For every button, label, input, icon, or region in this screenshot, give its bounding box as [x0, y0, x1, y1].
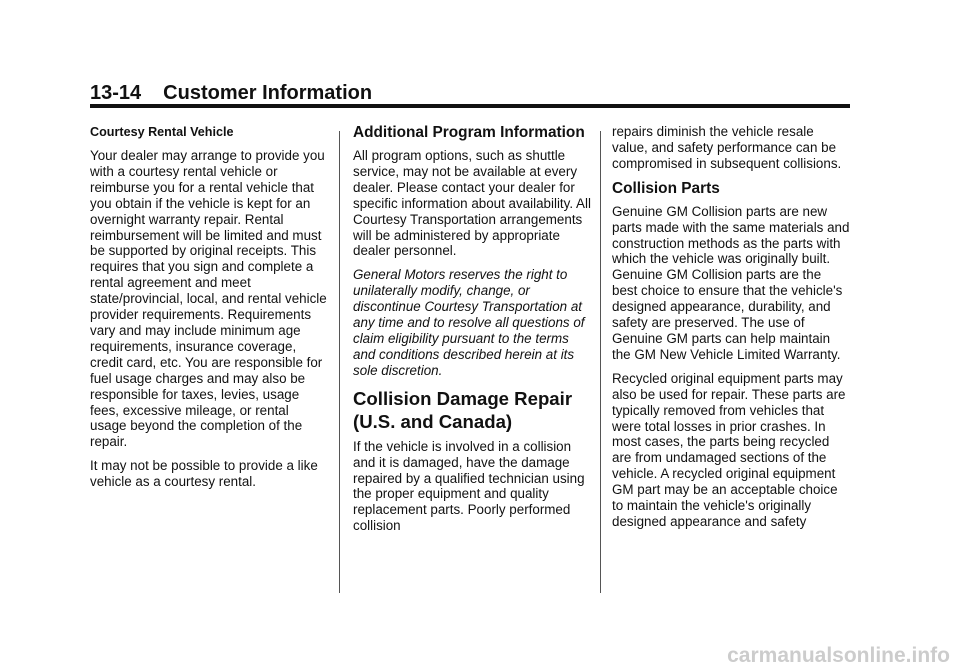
collision-involved-paragraph: If the vehicle is involved in a collision and it is damaged, have the damage repaired by a qualified technician using the proper equipment and quality replacement parts. Poorly performed collision	[353, 438, 585, 534]
genuine-parts-paragraph: Genuine GM Collision parts are new parts made with the same materials and construction methods as the parts with which the vehicle was originally built. Genuine GM Collision parts are the best choice to ensure that the vehicle's designed appearance, durability, and safety are preserved. The use of Genuine GM parts can help maintain the GM New Vehicle Limited Warranty.	[612, 203, 850, 362]
section-title: Customer Information	[163, 82, 373, 104]
page-header	[90, 80, 850, 108]
header-rule	[90, 104, 850, 108]
column-1	[90, 124, 328, 498]
recycled-parts-paragraph: Recycled original equipment parts may also be used for repair. These parts are typically removed from vehicles that were total losses in prior crashes. In most cases, the parts being recycled are from undamaged sections of the vehicle. A recycled original equipment GM part may be an acceptable choice to maintain the vehicle's originally designed appearance and safety	[612, 370, 846, 529]
watermark: carmanualsonline.info	[727, 644, 950, 667]
courtesy-rental-subhead: Courtesy Rental Vehicle	[90, 125, 234, 139]
column-3	[612, 124, 850, 538]
page-number: 13-14	[90, 82, 142, 104]
continued-paragraph: repairs diminish the vehicle resale value, and safety performance can be compromised in subsequent collisions.	[612, 124, 842, 171]
program-options-paragraph: All program options, such as shuttle service, may not be available at every dealer. Please contact your dealer for specific information about availability. All Courtesy Transportation arrangements will be administered by appropriate dealer personnel.	[353, 148, 591, 259]
column-divider-1	[339, 131, 340, 593]
additional-program-heading: Additional Program Information	[353, 124, 585, 141]
page-title	[90, 80, 850, 106]
column-divider-2	[600, 131, 601, 593]
gm-reserves-paragraph: General Motors reserves the right to unilaterally modify, change, or discontinue Courtesy Transportation at any time and to resolve all questions of claim eligibility pursuant to the terms and conditions described herein at its sole discretion.	[353, 267, 585, 378]
column-2	[353, 124, 591, 542]
courtesy-rental-paragraph: Your dealer may arrange to provide you with a courtesy rental vehicle or reimburse you for a rental vehicle that you obtain if the vehicle is kept for an overnight warranty repair. Rental reimbursement will be limited and must be supported by original receipts. This requires that you sign and complete a rental agreement and meet state/provincial, local, and rental vehicle provider requirements. Requirements vary and may include minimum age requirements, insurance coverage, credit card, etc. You are responsible for fuel usage charges and may also be responsible for taxes, levies, usage fees, excessive mileage, or rental usage beyond the completion of the repair.	[90, 148, 327, 450]
collision-damage-heading: Collision Damage Repair (U.S. and Canada)	[353, 387, 573, 432]
like-vehicle-paragraph: It may not be possible to provide a like vehicle as a courtesy rental.	[90, 458, 318, 490]
collision-parts-heading: Collision Parts	[612, 179, 720, 197]
